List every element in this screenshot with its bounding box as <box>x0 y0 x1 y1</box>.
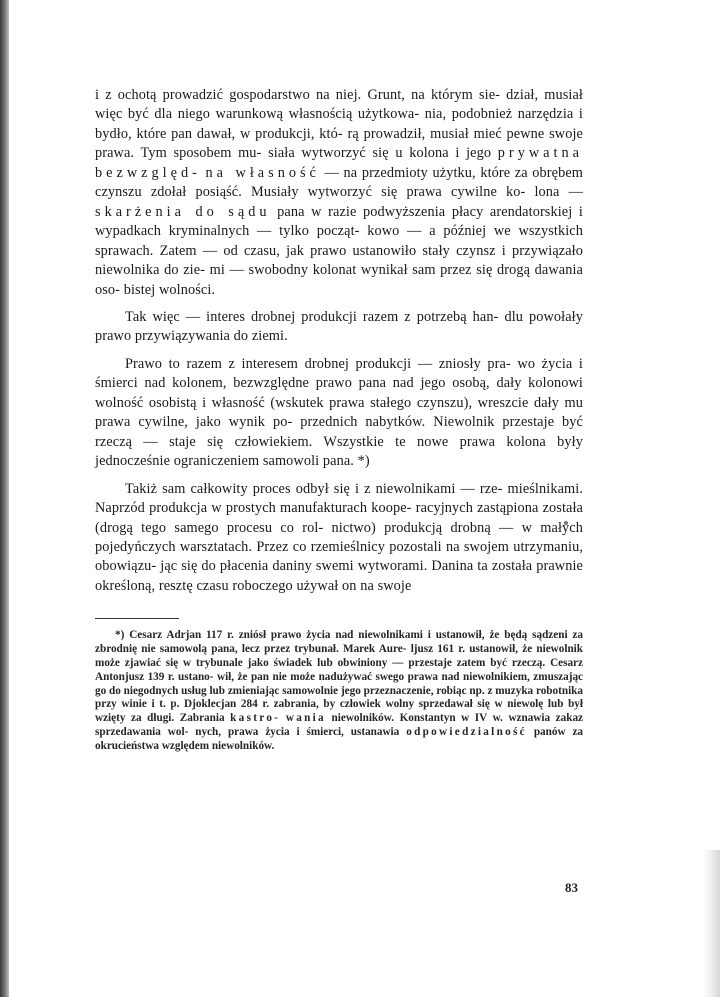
paragraph-2-line-1: Tak więc — interes drobnej produkcji razem z potrzebą han- <box>125 308 499 325</box>
paragraph-4-line-2: mieślnikami. Naprzód produkcja w prostych manufakturach koope- <box>95 480 583 517</box>
paragraph-2 <box>95 308 583 347</box>
footnote-line-8: wolny sprzedawał się w niewolę lub był wzięty za długi. Zabrania <box>95 698 583 725</box>
paragraph-1-line-7: czynszu zdołał posiąść. Musiały wytworzyć się prawa cywilne ko- <box>95 184 526 201</box>
paragraph-1-line-9: płacy arendatorskiej i wypadkach kryminalnych — tylko począt- <box>95 203 583 240</box>
footnote-line-10b: panów za <box>526 725 584 738</box>
paragraph-1-line-13: bistej wolności. <box>123 281 216 298</box>
footnote-line-1: Cesarz Adrjan 117 r. zniósł prawo życia nad niewolnikami i ustanowił, <box>129 629 485 642</box>
footnote-line-4: lub obwiniony — przestaje zatem być rzeczą. Cesarz Antonjusz 139 r. ustano- <box>95 656 583 683</box>
footnote-divider <box>95 618 179 619</box>
paragraph-1-line-5: siała wytworzyć się u kolona i jego <box>268 145 492 162</box>
footnote-line-11: okrucieństwa względem niewolników. <box>95 739 275 752</box>
footnote-text <box>95 629 583 753</box>
footnote-line-9: niewolników. Konstantyn w IV w. wznawia zakaz sprzedawania wol- <box>95 712 584 738</box>
paragraph-3-line-4: stałego czynszu), wreszcie dały mu prawa cywilne, jako wynik po- <box>95 394 583 431</box>
footnote-line-5: wił, że pan nie może nadużywać swego prawa nad niewolnikiem, zmuszając go <box>95 670 584 697</box>
paragraph-4-line-6: jąc się do płacenia daniny swemi wytworami. Danina ta została <box>160 558 533 575</box>
page-content <box>95 86 583 754</box>
paragraph-4-line-5: Przez co rzemieślnicy pozostali na swojem utrzymaniu, obowiązu- <box>95 538 583 575</box>
footnote-line-2: że będą sądzeni za zbrodnię nie samowolą pana, lecz przez trybunał. Marek Aure- <box>95 629 583 656</box>
spaced-emphasis-prywatna: prywatna bezwzględ- <box>95 145 583 181</box>
spaced-emphasis-skarzenia: skarżenia do sądu <box>95 203 271 220</box>
paragraph-2-line-2: dlu powołały prawo przywiązywania do ziemi. <box>95 308 583 345</box>
paragraph-4-line-7: prawnie określoną, resztę czasu roboczego używał on na swoje <box>95 558 583 594</box>
body-text <box>95 86 583 596</box>
paragraph-1-line-3: nia, podobnież narzędzia i bydło, które pan dawał, w produkcji, któ- <box>95 106 583 142</box>
spaced-emphasis-odpowiedzialnosc: odpowiedzialność <box>406 725 527 738</box>
paragraph-1-line-8a: lona — <box>534 184 583 201</box>
paragraph-3 <box>95 355 583 472</box>
scan-left-edge <box>0 0 9 997</box>
paragraph-1 <box>95 86 583 300</box>
paragraph-3-line-1: Prawo to razem z interesem drobnej produkcji — zniosły pra- <box>125 355 511 372</box>
footnote-line-10: nych, prawa życia i śmierci, ustanawia <box>195 725 400 738</box>
paragraph-1-line-8b: pana w razie podwyższenia <box>270 203 446 220</box>
paragraph-4-line-4: nictwo) produkcją drobną — w małych pojedyńczych warsztatach. <box>95 519 583 555</box>
paragraph-3-line-5: przednich nabytków. Niewolnik przestaje być rzeczą — staje się <box>95 414 583 450</box>
paragraph-1-line-2: dział, musiał więc być dla niego warunkową własnością użytkowa- <box>95 87 583 123</box>
paragraph-4-line-1: Takiż sam całkowity proces odbył się i z niewolnikami — rze- <box>125 480 503 497</box>
paragraph-3-line-7: ograniczeniem samowoli pana. *) <box>173 453 370 470</box>
spaced-emphasis-wlasnosc: na własność <box>205 164 320 181</box>
paragraph-1-line-1: i z ochotą prowadzić gospodarstwo na niej. Grunt, na którym sie- <box>95 87 501 103</box>
footnote-marker: *) <box>115 629 125 642</box>
footnote-line-7: z muzyka robotnika przy winie i t. p. Djoklecjan 284 r. zabrania, by człowiek <box>95 684 583 711</box>
spaced-emphasis-kastrowania-2: wania <box>285 712 326 725</box>
page-number: 83 <box>565 880 578 895</box>
paragraph-1-line-12: mi — swobodny kolonat wynikał sam przez się drogą dawania oso- <box>95 262 583 298</box>
paragraph-3-line-3: osobą, dały kolonowi wolność osobistą i własność (wskutek prawa <box>95 375 583 411</box>
paragraph-1-line-6: — na przedmioty użytku, które za obrębem <box>319 164 584 181</box>
paragraph-1-line-4: rą prowadził, musiał mieć pewne swoje prawa. Tym sposobem mu- <box>95 125 583 162</box>
paragraph-1-line-11: jak prawo ustanowiło stały czynsz i przywiązało niewolnika do zie- <box>95 242 583 279</box>
scan-right-edge <box>702 850 720 997</box>
footnote <box>95 629 583 753</box>
spaced-emphasis-kastrowania-1: kastro- <box>230 712 281 725</box>
paragraph-3-line-6: człowiekiem. Wszystkie te nowe prawa kolona były jednocześnie <box>95 433 583 470</box>
footnote-line-3: ljusz 161 r. ustanowił, że niewolnik może zjawiać się w trybunale jako świadek <box>95 643 584 669</box>
paragraph-4 <box>95 480 583 597</box>
paragraph-4-line-3: racyjnych zastąpiona została (drogą tego samego procesu co rol- <box>95 500 583 536</box>
footnote-line-6: do niegodnych usług lub zmieniając samowolnie jego przeznaczenie, robiąc np. <box>109 684 485 697</box>
paragraph-1-line-10: kowo — a później we wszystkich sprawach. Zatem — od czasu, <box>95 223 583 259</box>
paragraph-3-line-2: wo życia i śmierci nad kolonem, bezwzględne prawo pana nad jego <box>95 355 583 392</box>
